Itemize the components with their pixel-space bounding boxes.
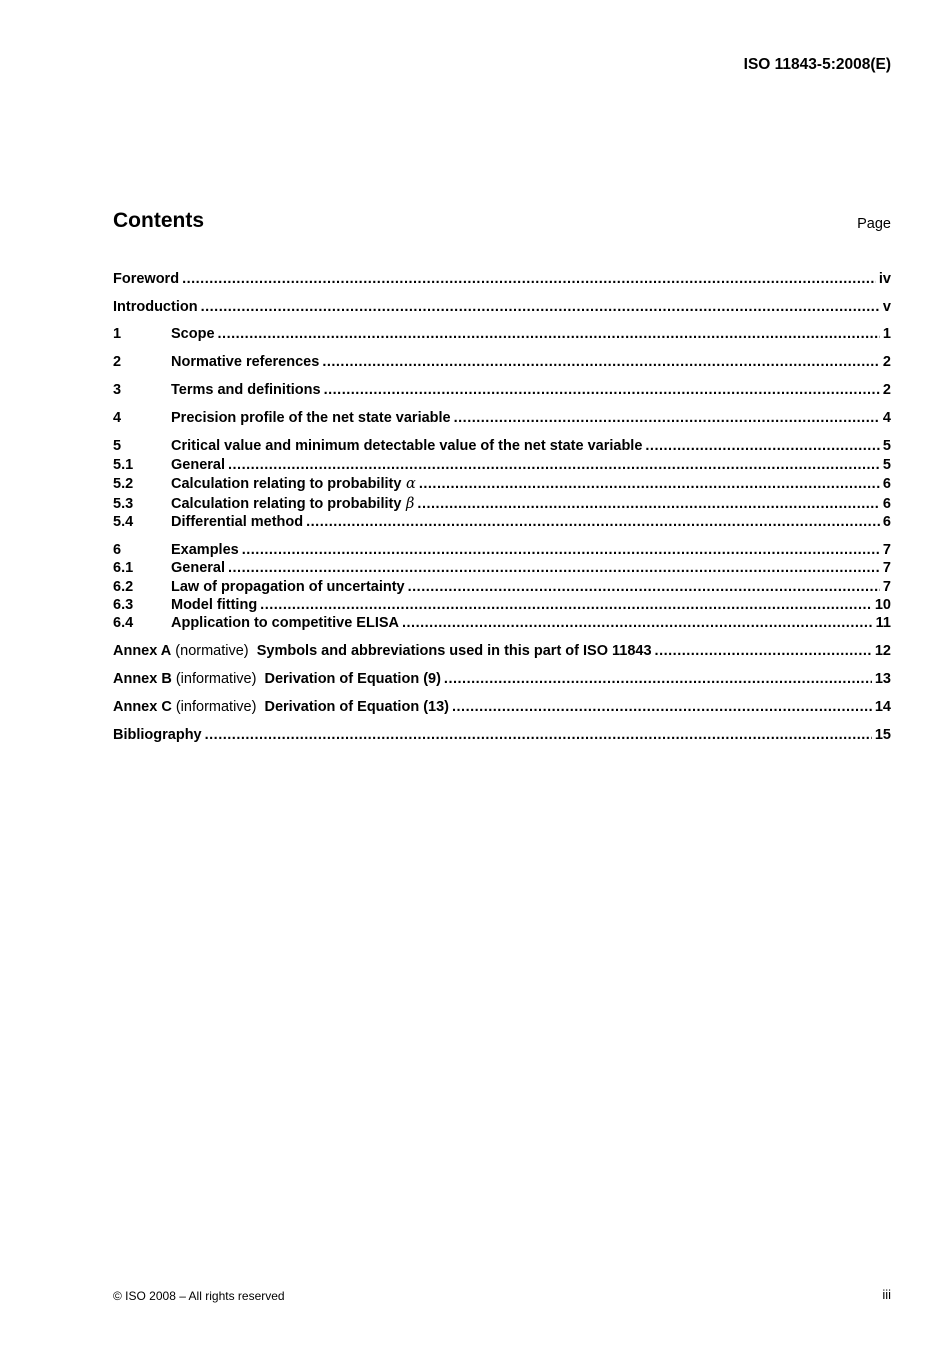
dot-leader <box>417 495 880 514</box>
toc-entry[interactable] <box>113 726 891 745</box>
toc-section-number: 2 <box>113 354 122 370</box>
toc-section-title: General <box>171 560 225 576</box>
annex-title: Symbols and abbreviations used in this part of ISO 11843 <box>256 643 652 659</box>
toc-section-title: Terms and definitions <box>171 382 321 398</box>
dot-leader <box>454 409 880 428</box>
document-id: ISO 11843-5:2008(E) <box>743 56 891 73</box>
toc-page-number: 10 <box>874 597 891 613</box>
toc-section-number: 6.1 <box>113 560 134 576</box>
toc-entry[interactable] <box>113 475 891 494</box>
page-number: iii <box>882 1287 891 1302</box>
dot-leader <box>201 298 880 317</box>
annex-type: (normative) <box>171 643 257 659</box>
toc-section-number: 6.3 <box>113 597 134 613</box>
toc-section-number: 6.2 <box>113 579 134 595</box>
toc-page-number: 1 <box>882 326 891 342</box>
annex-label: Annex C <box>113 699 172 715</box>
toc-page-number: 6 <box>882 476 891 492</box>
toc-annex-title <box>113 642 652 661</box>
annex-title: Derivation of Equation (9) <box>264 671 441 687</box>
toc-page-number: 7 <box>882 542 891 558</box>
toc-page-number: 7 <box>882 560 891 576</box>
dot-leader <box>182 270 876 289</box>
annex-type: (informative) <box>171 699 265 715</box>
dot-leader <box>205 726 872 745</box>
toc-entry[interactable] <box>113 513 891 532</box>
toc-section-title: General <box>171 457 225 473</box>
toc-entry[interactable] <box>113 325 891 344</box>
annex-label: Annex B <box>113 671 172 687</box>
toc-annex-title <box>113 698 449 717</box>
toc-section-title: Examples <box>171 542 239 558</box>
toc-entry[interactable] <box>113 456 891 475</box>
toc-section-title: Critical value and minimum detectable value of the net state variable <box>171 438 643 454</box>
annex-label: Annex A <box>113 643 172 659</box>
toc-section-title: Scope <box>171 326 215 342</box>
dot-leader <box>408 578 880 597</box>
contents-title: Contents <box>113 209 204 232</box>
page-column-label: Page <box>857 216 891 232</box>
toc-section-number: 3 <box>113 382 122 398</box>
toc-page-number: 7 <box>882 579 891 595</box>
toc-section-number: 5.4 <box>113 514 134 530</box>
dot-leader <box>242 541 880 560</box>
toc-entry[interactable] <box>113 541 891 560</box>
toc-page-number: 13 <box>874 671 891 687</box>
dot-leader <box>655 642 872 661</box>
toc-entry[interactable] <box>113 559 891 578</box>
toc-section-title: Bibliography <box>113 727 202 743</box>
toc-section-title: Normative references <box>171 354 320 370</box>
copyright-notice: © ISO 2008 – All rights reserved <box>113 1289 285 1303</box>
toc-entry[interactable] <box>113 642 891 661</box>
toc-section-title: Calculation relating to probability α <box>171 476 416 492</box>
toc-section-title: Law of propagation of uncertainty <box>171 579 405 595</box>
dot-leader <box>645 437 880 456</box>
toc-page-number: 4 <box>882 410 891 426</box>
dot-leader <box>228 456 880 475</box>
dot-leader <box>228 559 880 578</box>
dot-leader <box>419 475 880 494</box>
toc-entry[interactable] <box>113 614 891 633</box>
toc-page-number: 12 <box>874 643 891 659</box>
toc-entry[interactable] <box>113 270 891 289</box>
toc-section-number: 5 <box>113 438 122 454</box>
probability-symbol: β <box>401 496 415 512</box>
toc-page-number: 14 <box>874 699 891 715</box>
toc-entry[interactable] <box>113 353 891 372</box>
dot-leader <box>218 325 880 344</box>
toc-section-number: 4 <box>113 410 122 426</box>
toc-section-title: Foreword <box>113 271 180 287</box>
toc-page-number: 11 <box>875 615 891 631</box>
toc-section-title: Calculation relating to probability β <box>171 496 415 512</box>
toc-entry[interactable] <box>113 381 891 400</box>
toc-entry[interactable] <box>113 578 891 597</box>
probability-symbol: α <box>401 476 416 492</box>
toc-entry[interactable] <box>113 596 891 615</box>
toc-page-number: v <box>882 299 891 315</box>
toc-section-number: 6.4 <box>113 615 134 631</box>
dot-leader <box>444 670 872 689</box>
toc-entry[interactable] <box>113 437 891 456</box>
toc-section-title: Model fitting <box>171 597 258 613</box>
dot-leader <box>324 381 880 400</box>
toc-section-number: 1 <box>113 326 122 342</box>
annex-type: (informative) <box>171 671 265 687</box>
toc-entry[interactable] <box>113 670 891 689</box>
dot-leader <box>452 698 872 717</box>
toc-section-title: Differential method <box>171 514 304 530</box>
dot-leader <box>322 353 880 372</box>
dot-leader <box>402 614 873 633</box>
toc-page-number: 5 <box>882 457 891 473</box>
toc-entry[interactable] <box>113 495 891 514</box>
toc-entry[interactable] <box>113 298 891 317</box>
toc-page-number: 5 <box>882 438 891 454</box>
toc-entry[interactable] <box>113 698 891 717</box>
toc-page-number: 15 <box>874 727 891 743</box>
dot-leader <box>260 596 872 615</box>
toc-section-title: Precision profile of the net state variable <box>171 410 451 426</box>
toc-page-number: 6 <box>882 514 891 530</box>
toc-page-number: 6 <box>882 496 891 512</box>
toc-section-number: 5.3 <box>113 496 134 512</box>
toc-section-number: 6 <box>113 542 122 558</box>
toc-page-number: 2 <box>882 382 891 398</box>
toc-section-title: Application to competitive ELISA <box>171 615 399 631</box>
toc-annex-title <box>113 670 441 689</box>
toc-page-number: 2 <box>882 354 891 370</box>
dot-leader <box>306 513 880 532</box>
toc-section-number: 5.2 <box>113 476 134 492</box>
toc-entry[interactable] <box>113 409 891 428</box>
toc-section-title: Introduction <box>113 299 198 315</box>
annex-title: Derivation of Equation (13) <box>264 699 449 715</box>
toc-page-number: iv <box>878 271 891 287</box>
toc-section-number: 5.1 <box>113 457 134 473</box>
